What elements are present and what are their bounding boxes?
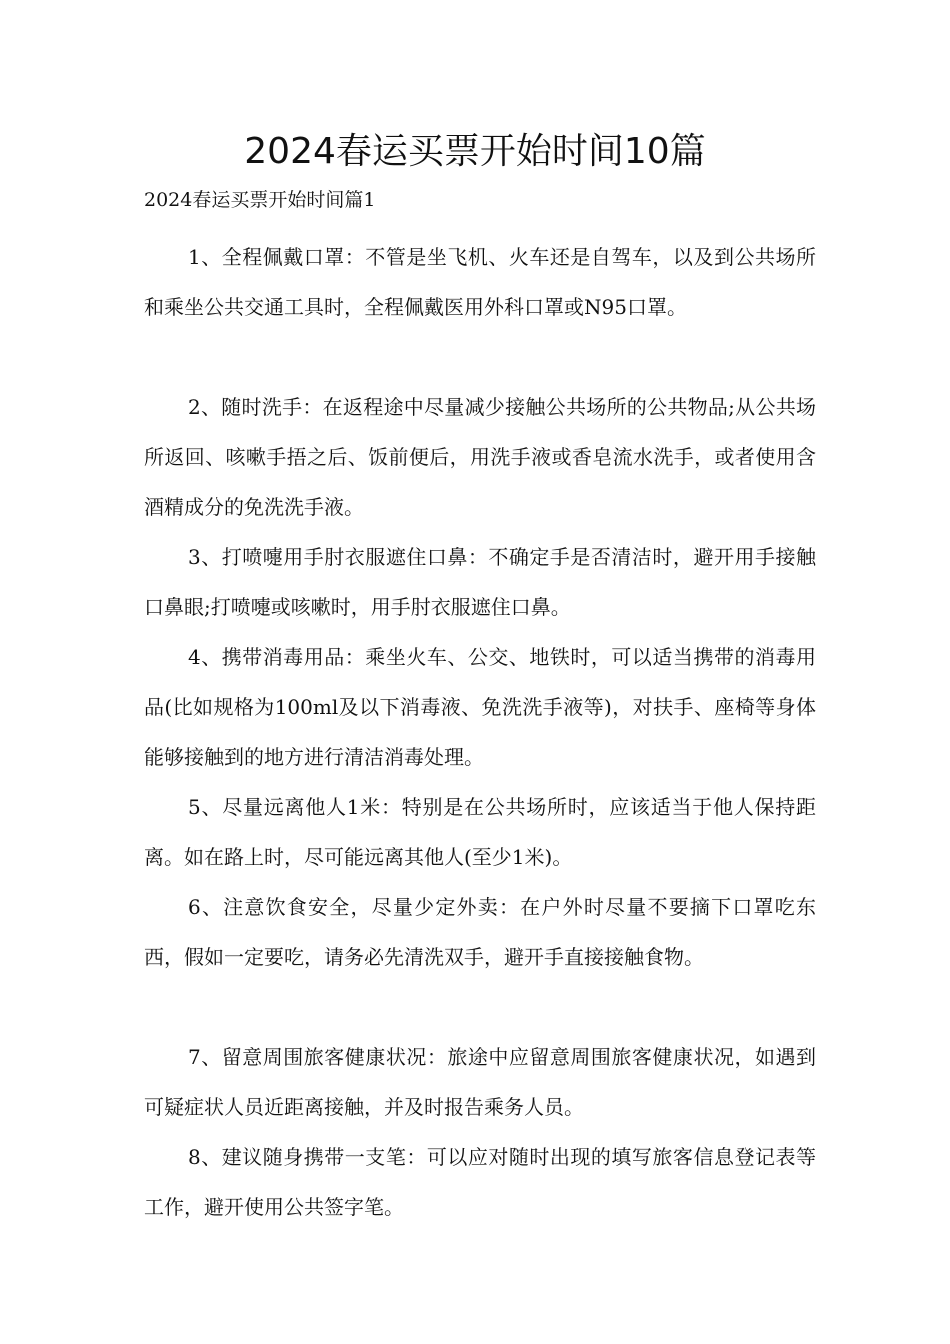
section-heading: 2024春运买票开始时间篇1 — [144, 189, 376, 211]
paragraph-8: 8、建议随身携带一支笔：可以应对随时出现的填写旅客信息登记表等工作，避开使用公共签字笔。 — [144, 1145, 816, 1219]
paragraph-5: 5、尽量远离他人1米：特别是在公共场所时，应该适当于他人保持距离。如在路上时，尽可能远离其他人(至少1米)。 — [144, 795, 816, 869]
paragraph-6: 6、注意饮食安全，尽量少定外卖：在户外时尽量不要摘下口罩吃东西，假如一定要吃，请务必先清洗双手，避开手直接接触食物。 — [144, 895, 816, 969]
paragraph-3: 3、打喷嚏用手肘衣服遮住口鼻：不确定手是否清洁时，避开用手接触口鼻眼;打喷嚏或咳嗽时，用手肘衣服遮住口鼻。 — [144, 545, 816, 619]
blank-line — [144, 332, 816, 382]
paragraph-7: 7、留意周围旅客健康状况：旅途中应留意周围旅客健康状况，如遇到可疑症状人员近距离接触，并及时报告乘务人员。 — [144, 1045, 816, 1119]
paragraph-1: 1、全程佩戴口罩：不管是坐飞机、火车还是自驾车，以及到公共场所和乘坐公共交通工具时，全程佩戴医用外科口罩或N95口罩。 — [144, 245, 816, 319]
document-body — [144, 232, 816, 1232]
blank-line — [144, 982, 816, 1032]
paragraph-2: 2、随时洗手：在返程途中尽量减少接触公共场所的公共物品;从公共场所返回、咳嗽手捂之后、饭前便后，用洗手液或香皂流水洗手，或者使用含酒精成分的免洗洗手液。 — [144, 395, 816, 519]
document-title: 2024春运买票开始时间10篇 — [244, 131, 706, 172]
paragraph-4: 4、携带消毒用品：乘坐火车、公交、地铁时，可以适当携带的消毒用品(比如规格为100ml及以下消毒液、免洗洗手液等)，对扶手、座椅等身体能够接触到的地方进行清洁消毒处理。 — [144, 645, 816, 769]
